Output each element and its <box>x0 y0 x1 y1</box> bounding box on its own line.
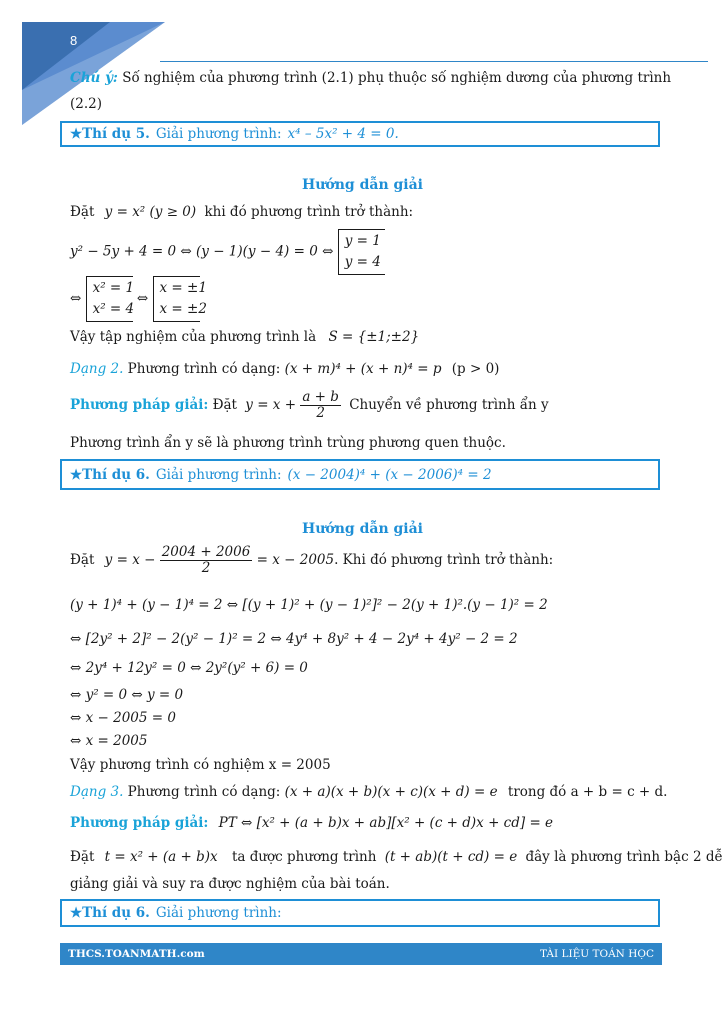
sol6-line5: ⇔ y² = 0 ⇔ y = 0 <box>70 687 184 703</box>
footer-site: THCS.TOANMATH.com <box>68 948 205 960</box>
sol5-line2 <box>70 229 385 275</box>
example-7-label: ★Thí dụ 6. <box>70 905 150 921</box>
note-label: Chú ý: <box>70 70 118 86</box>
fraction-denominator: 2 <box>201 559 211 576</box>
dang3-condition: trong đó a + b = c + d. <box>507 784 668 800</box>
example-5-prompt: Giải phương trình: <box>155 126 282 142</box>
case: x² = 1 <box>92 280 135 296</box>
method3-line2-text-b: ta được phương trình <box>231 849 377 865</box>
method2-text-a: Đặt <box>208 396 237 413</box>
sol6-line2: (y + 1)⁴ + (y − 1)⁴ = 2 ⇔ [(y + 1)² + (y − 1)²]² − 2(y + 1)².(y − 1)² = 2 <box>70 597 548 613</box>
example-7-box <box>60 899 660 927</box>
dang2-label: Dạng 2. <box>70 361 124 377</box>
guide-title-2: Hướng dẫn giải <box>302 521 423 537</box>
sol5-line3-cases-a <box>86 276 133 322</box>
dang2-text: Phương trình có dạng: <box>123 361 281 377</box>
note-text: Số nghiệm của phương trình (2.1) phụ thuộc số nghiệm dương của phương trình <box>117 70 672 86</box>
fraction-denominator: 2 <box>316 404 325 421</box>
sol6-line4: ⇔ 2y⁴ + 12y² = 0 ⇔ 2y²(y² + 6) = 0 <box>70 660 308 676</box>
example-6-equation: (x − 2004)⁴ + (x − 2006)⁴ = 2 <box>287 466 492 483</box>
sol5-line4-math: S = {±1;±2} <box>328 329 420 345</box>
method3-line3: giảng giải và suy ra được nghiệm của bài toán. <box>70 876 390 892</box>
example-7-prompt: Giải phương trình: <box>155 905 282 921</box>
dang3-line <box>70 784 667 800</box>
case: x = ±1 <box>159 280 207 296</box>
method2-label: Phương pháp giải: <box>70 396 209 413</box>
footer-title: TÀI LIỆU TOÁN HỌC <box>540 948 654 960</box>
method2-text-b: Chuyển về phương trình ẩn y <box>349 396 549 413</box>
method2-line2: Phương trình ẩn y sẽ là phương trình trùng phương quen thuộc. <box>70 435 506 451</box>
example-6-label: ★Thí dụ 6. <box>70 466 150 483</box>
sol6-line6: ⇔ x − 2005 = 0 <box>70 710 176 726</box>
sol5-line1 <box>70 204 413 220</box>
method3-line2-text-a: Đặt <box>70 849 95 865</box>
sol5-line1-math: y = x² (y ≥ 0) <box>104 204 197 220</box>
sol5-line3-pre: ⇔ <box>70 290 82 307</box>
dang2-condition: (p > 0) <box>451 361 500 377</box>
sol5-line2-math: y² − 5y + 4 = 0 ⇔ (y − 1)(y − 4) = 0 ⇔ <box>70 243 334 260</box>
sol6-line8: Vậy phương trình có nghiệm x = 2005 <box>70 757 331 773</box>
sol5-line1-text: Đặt <box>70 204 95 220</box>
sol6-line1-text: Đặt <box>70 551 95 568</box>
example-5-label: ★Thí dụ 5. <box>70 126 150 142</box>
footer-bar <box>60 943 662 965</box>
sol5-line4 <box>70 329 419 345</box>
example-6-box <box>60 459 660 490</box>
method3-label: Phương pháp giải: <box>70 815 209 831</box>
method2-math-pre: y = x + <box>245 396 297 413</box>
case: x = ±2 <box>159 301 207 317</box>
note-line-2: (2.2) <box>70 96 103 112</box>
method3-line2-math1: t = x² + (a + b)x <box>104 849 218 865</box>
sol6-fraction <box>160 545 253 576</box>
case: y = 1 <box>344 233 381 249</box>
dang2-line <box>70 361 499 377</box>
guide-title-1: Hướng dẫn giải <box>302 177 423 193</box>
sol5-line3-cases-b <box>153 276 207 322</box>
example-5-equation: x⁴ – 5x² + 4 = 0. <box>287 126 399 142</box>
sol5-line3 <box>70 276 207 322</box>
method3-line2-math2: (t + ab)(t + cd) = e <box>384 849 518 865</box>
note-line <box>70 70 671 86</box>
fraction-numerator: a + b <box>302 389 339 405</box>
sol5-line4-text: Vậy tập nghiệm của phương trình là <box>70 329 317 345</box>
dang3-label: Dạng 3. <box>70 784 124 800</box>
method3-line2-text-c: đây là phương trình bậc 2 dễ <box>525 849 723 865</box>
header-rule <box>160 61 708 62</box>
method3-line2 <box>70 849 723 865</box>
sol6-line1 <box>70 545 553 576</box>
sol6-line1-text-b: . Khi đó phương trình trở thành: <box>334 551 554 568</box>
fraction-numerator: 2004 + 2006 <box>161 544 251 560</box>
example-6-prompt: Giải phương trình: <box>155 466 282 483</box>
sol6-line1-math-post: = x − 2005 <box>256 551 335 568</box>
method2-fraction <box>300 390 341 421</box>
dang3-text: Phương trình có dạng: <box>123 784 281 800</box>
sol5-line2-cases <box>338 229 385 275</box>
sol6-line1-math-pre: y = x − <box>104 551 156 568</box>
method3-math: PT ⇔ [x² + (a + b)x + ab][x² + (c + d)x + cd] = e <box>218 815 554 831</box>
case: x² = 4 <box>92 301 135 317</box>
dang3-math: (x + a)(x + b)(x + c)(x + d) = e <box>284 784 498 800</box>
method3-line <box>70 815 553 831</box>
dang2-math: (x + m)⁴ + (x + n)⁴ = p <box>284 361 442 377</box>
example-5-box <box>60 121 660 147</box>
sol6-line7: ⇔ x = 2005 <box>70 733 148 749</box>
case: y = 4 <box>344 254 381 270</box>
sol5-line3-mid: ⇔ <box>136 290 149 307</box>
method2-line <box>70 390 549 421</box>
sol5-line1-text-b: khi đó phương trình trở thành: <box>204 204 414 220</box>
sol6-line3: ⇔ [2y² + 2]² − 2(y² − 1)² = 2 ⇔ 4y⁴ + 8y² + 4 − 2y⁴ + 4y² − 2 = 2 <box>70 631 518 647</box>
page-number: 8 <box>70 33 78 48</box>
